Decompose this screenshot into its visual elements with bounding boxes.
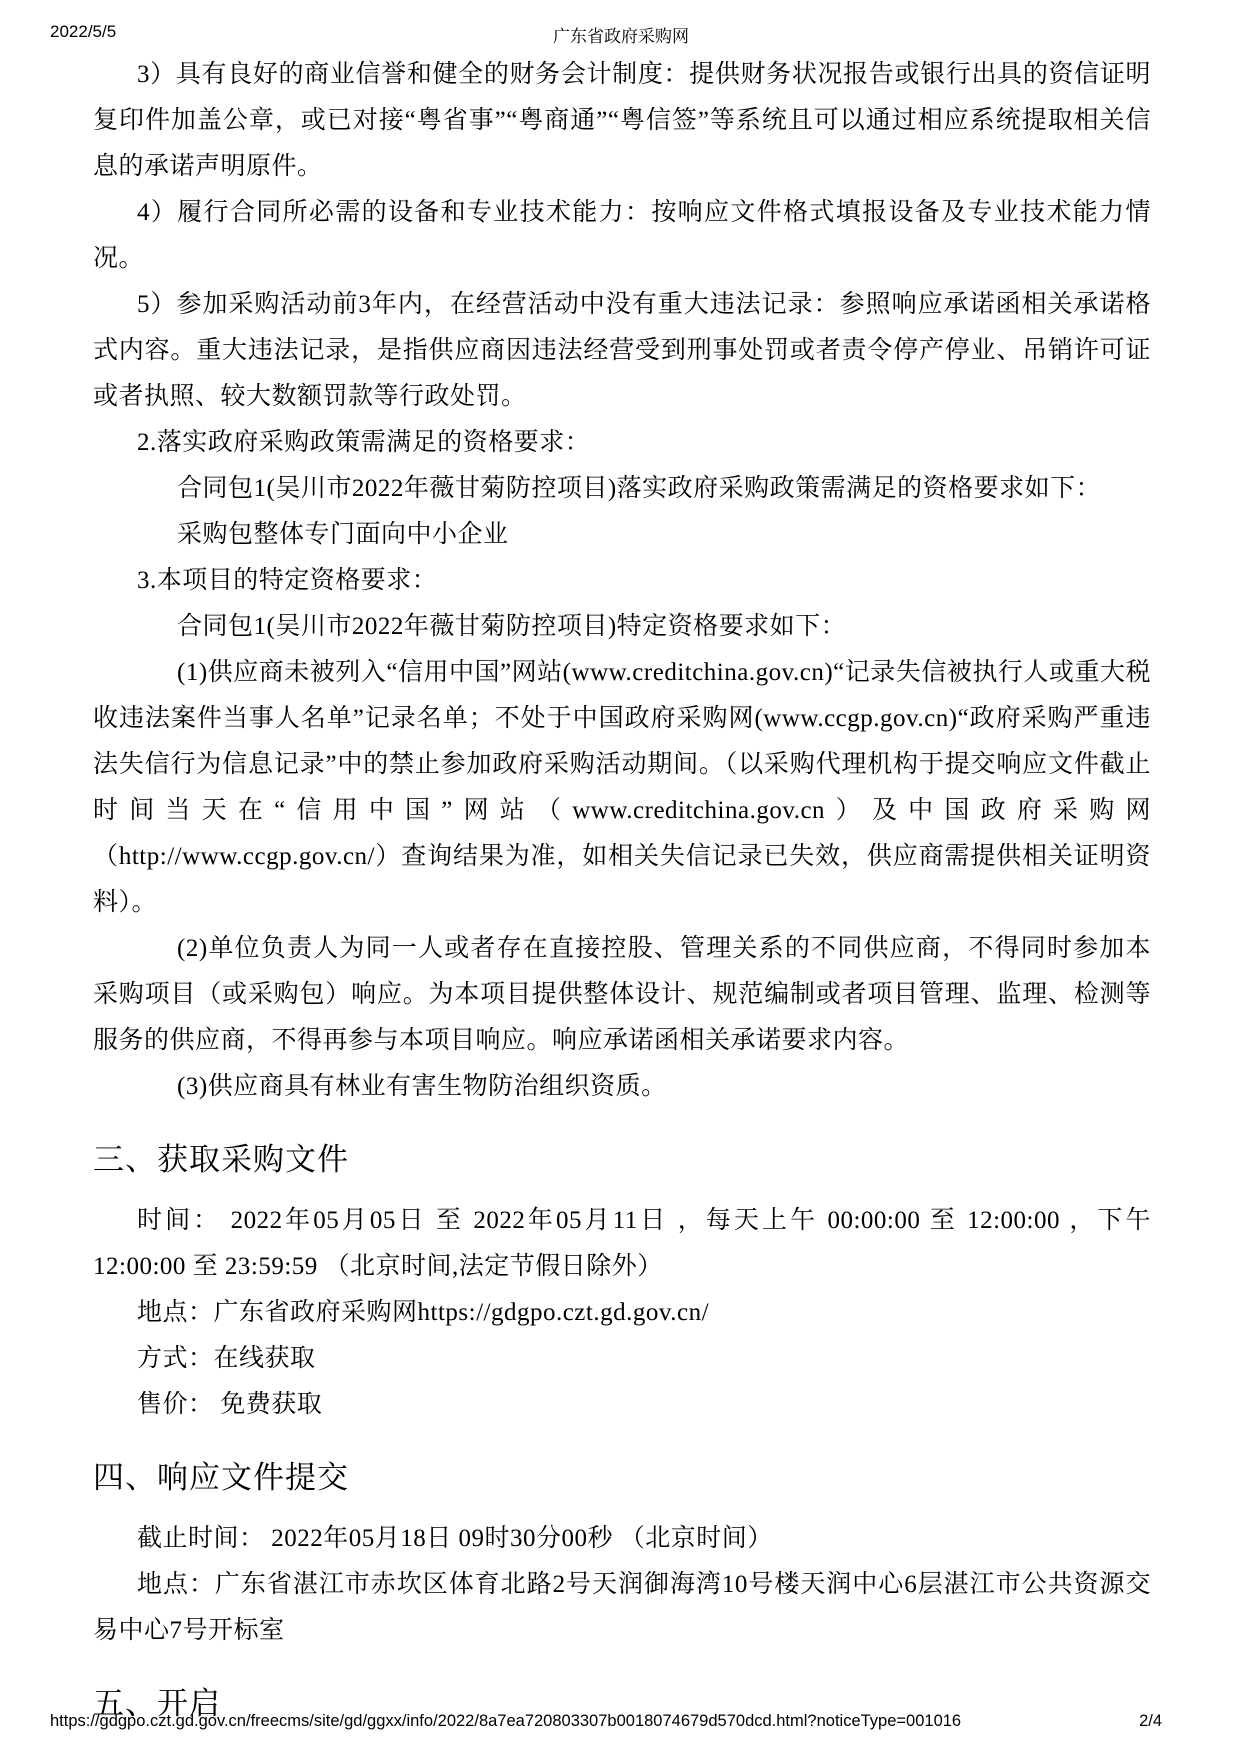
page-number: 2/4 [1139,1712,1162,1730]
paragraph-policy-requirement: 2.落实政府采购政策需满足的资格要求： [137,429,591,456]
section-heading-obtain-documents: 三、获取采购文件 [93,1142,349,1177]
source-url: https://gdgpo.czt.gd.gov.cn/freecms/site/gd/ggxx/info/2022/8a7ea720803307b0018074679d570dcd.html?noticeType=001016 [50,1712,962,1730]
paragraph-specific-requirement: 3.本项目的特定资格要求： [137,567,438,594]
paragraph-deadline: 截止时间： 2022年05月18日 09时30分00秒 （北京时间） [137,1525,773,1552]
section-heading-response-submission: 四、响应文件提交 [93,1460,349,1495]
section-heading-opening: 五、开启 [93,1686,221,1721]
site-title: 广东省政府采购网 [553,27,689,46]
document-body [93,52,1151,1742]
print-footer [50,1712,1192,1734]
paragraph-equipment-ability: 4）履行合同所必需的设备和专业技术能力：按响应文件格式填报设备及专业技术能力情况。 [93,199,1151,272]
paragraph-obtain-location: 地点：广东省政府采购网https://gdgpo.czt.gd.gov.cn/ [137,1299,710,1326]
paragraph-obtain-price: 售价： 免费获取 [137,1391,323,1418]
paragraph-credit-china: (1)供应商未被列入“信用中国”网站(www.creditchina.gov.cn)“记录失信被执行人或重大税收违法案件当事人名单”记录名单；不处于中国政府采购网(www.ccgp.gov.cn)“政府采购严重违法失信行为信息记录”中的禁止参加政府采购活动期间。（以采购代理机构于提交响应文件截止时间当天在“信用中国”网站（www.creditchina.gov.cn）及中国政府采购网（http://www.ccgp.gov.cn/）查询结果为准，如相关失信记录已失效，供应商需提供相关证明资料）。 [93,659,1151,916]
paragraph-no-illegal-record: 5）参加采购活动前3年内，在经营活动中没有重大违法记录：参照响应承诺函相关承诺格式内容。重大违法记录，是指供应商因违法经营受到刑事处罚或者责令停产停业、吊销许可证或者执照、较大数额罚款等行政处罚。 [93,291,1151,410]
paragraph-contract-pkg-policy: 合同包1(吴川市2022年薇甘菊防控项目)落实政府采购政策需满足的资格要求如下： [177,475,1102,502]
paragraph-supplier-credit: 3）具有良好的商业信誉和健全的财务会计制度：提供财务状况报告或银行出具的资信证明复印件加盖公章，或已对接“粤省事”“粤商通”“粤信签”等系统且可以通过相应系统提取相关信息的承诺声明原件。 [93,61,1151,180]
paragraph-sme-only: 采购包整体专门面向中小企业 [177,521,509,548]
paragraph-contract-pkg-specific: 合同包1(吴川市2022年薇甘菊防控项目)特定资格要求如下： [177,613,847,640]
paragraph-obtain-time: 时间： 2022年05月05日 至 2022年05月11日 ，每天上午 00:00:00 至 12:00:00 ，下午 12:00:00 至 23:59:59 （北京时间,法定节假日除外） [93,1207,1151,1280]
print-date: 2022/5/5 [50,22,117,41]
paragraph-forestry-qualification: (3)供应商具有林业有害生物防治组织资质。 [177,1073,667,1100]
paragraph-obtain-method: 方式：在线获取 [137,1345,316,1372]
print-header [50,22,1192,44]
paragraph-submit-location: 地点：广东省湛江市赤坎区体育北路2号天润御海湾10号楼天润中心6层湛江市公共资源交易中心7号开标室 [93,1571,1151,1644]
paragraph-same-legal-person: (2)单位负责人为同一人或者存在直接控股、管理关系的不同供应商，不得同时参加本采购项目（或采购包）响应。为本项目提供整体设计、规范编制或者项目管理、监理、检测等服务的供应商，不得再参与本项目响应。响应承诺函相关承诺要求内容。 [93,935,1151,1054]
